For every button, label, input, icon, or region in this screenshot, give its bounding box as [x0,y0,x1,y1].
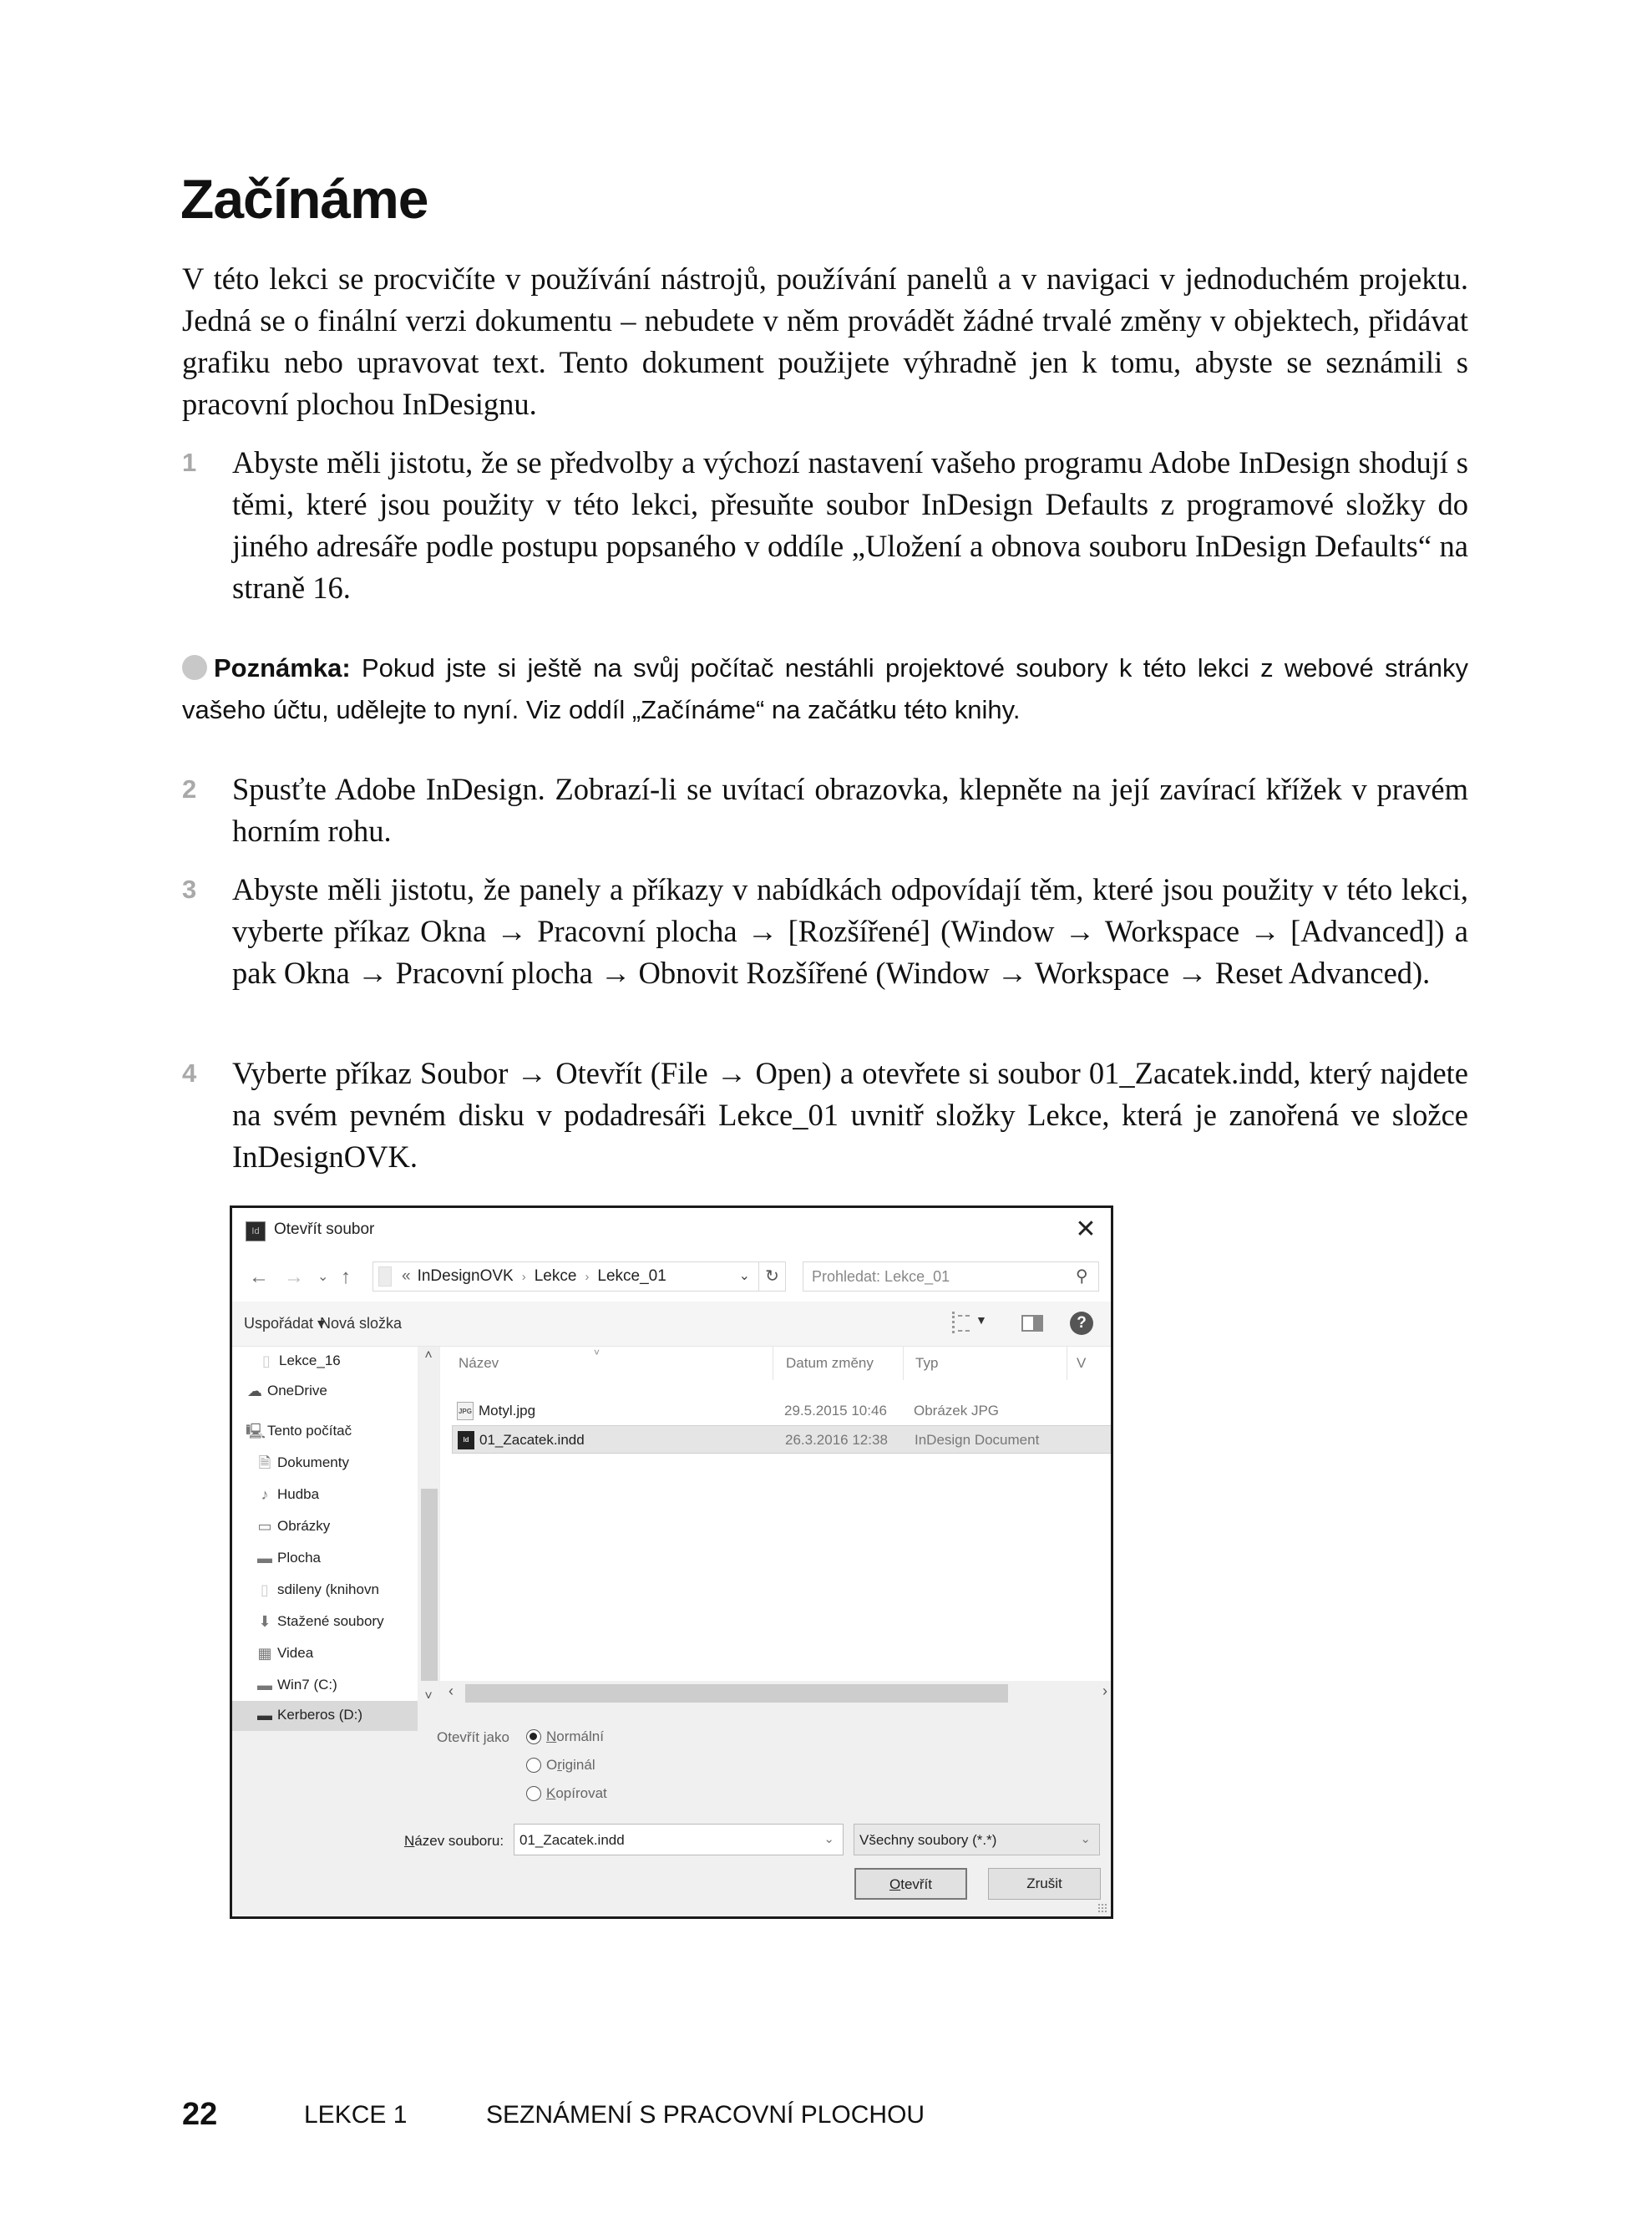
column-header-name[interactable]: Název [459,1355,499,1371]
column-divider[interactable] [903,1347,904,1380]
open-button[interactable]: Otevřít [854,1868,967,1900]
step-3 [182,869,1468,994]
note-label: Poznámka: [214,653,351,683]
scroll-down-icon[interactable]: ˅ [424,1689,433,1703]
step-text: Abyste měli jistotu, že se předvolby a výchozí nastavení vašeho programu Adobe InDesign shodují s těmi, které jsou použity v této lekci, přesuňte soubor InDesign Defaults z programové složky do jiného adresáře podle postupu popsaného v oddíle „Uložení a obnova souboru InDesign Defaults“ na straně 16. [232,445,1468,605]
view-options-icon[interactable] [952,1312,969,1333]
file-date: 26.3.2016 12:38 [785,1432,888,1448]
step-2 [182,769,1468,852]
dialog-title: Otevřít soubor [274,1221,375,1238]
pictures-icon: ▭ [257,1518,272,1535]
footer-chapter: SEZNÁMENÍ S PRACOVNÍ PLOCHOU [486,2101,925,2129]
sort-caret-icon: ˅ [594,1347,600,1358]
scroll-left-icon[interactable]: ‹ [448,1683,454,1699]
sidebar-item-videos[interactable] [232,1639,418,1669]
footer-lesson: LEKCE 1 [304,2101,408,2129]
download-icon: ⬇ [258,1613,271,1630]
note-bullet-icon [182,655,207,680]
step-4 [182,1053,1468,1178]
sidebar-item-desktop[interactable] [232,1544,418,1574]
sidebar-item-label: Plocha [277,1550,321,1566]
documents-icon: 🗎 [258,1454,271,1471]
drive-icon: ▬ [257,1707,272,1723]
page-number: 22 [182,2097,218,2132]
forward-arrow-icon[interactable]: → [284,1266,304,1288]
radio-copy[interactable] [526,1783,693,1806]
folder-icon: ▯ [262,1353,271,1369]
refresh-icon[interactable]: ↻ [758,1262,785,1291]
sidebar-item-label: Tento počítač [267,1423,352,1439]
sidebar-item-label: Lekce_16 [279,1353,341,1368]
sidebar-item-music[interactable] [232,1480,418,1510]
radio-unchecked-icon[interactable] [526,1786,541,1801]
step-number: 4 [182,1058,197,1088]
search-input[interactable] [803,1261,1099,1292]
sidebar-item-onedrive[interactable] [232,1377,418,1407]
sidebar-item-lekce-16[interactable] [232,1347,418,1377]
note [182,647,1468,731]
folder-icon [378,1266,392,1287]
scroll-right-icon[interactable]: › [1102,1683,1107,1699]
file-name: 01_Zacatek.indd [479,1432,585,1448]
music-icon: ♪ [261,1486,269,1503]
open-as-label: Otevřít jako [437,1729,509,1745]
up-folder-icon[interactable]: ↑ [341,1266,351,1288]
sidebar-item-label: Obrázky [277,1518,331,1534]
file-list-scrollbar[interactable] [440,1681,1113,1706]
file-type-filter[interactable] [854,1824,1100,1855]
chevron-down-icon[interactable]: ⌄ [823,1832,834,1846]
address-dropdown-icon[interactable]: ⌄ [738,1269,750,1283]
intro-paragraph: V této lekci se procvičíte v používání nástrojů, používání panelů a v navigaci v jednoduchém projektu. Jedná se o finální verzi dokumentu – nebudete v něm provádět žádné trvalé změny v objektech, přidávat grafiku nebo upravovat text. Tento dokument použijete výhradně jen k tomu, abyste se seznámili s pracovní plochou InDesignu. [182,261,1468,421]
sidebar-item-downloads[interactable] [232,1607,418,1637]
breadcrumb-item[interactable]: InDesignOVK [417,1267,514,1285]
help-icon[interactable]: ? [1070,1312,1093,1335]
indesign-app-icon: Id [246,1221,266,1241]
step-number: 1 [182,448,197,477]
filename-input[interactable] [514,1824,844,1855]
cancel-button[interactable]: Zrušit [988,1868,1101,1900]
close-button[interactable]: ✕ [1075,1216,1097,1243]
scroll-up-icon[interactable]: ˄ [424,1348,433,1363]
chevron-down-icon[interactable]: ⌄ [1080,1832,1091,1846]
breadcrumb [402,1267,666,1286]
filename-label: Název souboru: [404,1833,504,1849]
open-file-dialog [230,1205,1113,1919]
sidebar-item-label: Win7 (C:) [277,1677,337,1693]
organize-button[interactable]: Uspořádat ▾ [244,1315,326,1332]
sidebar-item-label: Stažené soubory [277,1613,384,1629]
sidebar-item-documents[interactable] [232,1449,418,1479]
sidebar-item-label: Videa [277,1645,314,1661]
radio-normal[interactable] [526,1726,693,1749]
view-dropdown-icon[interactable]: ▼ [975,1313,987,1327]
preview-pane-icon[interactable] [1021,1315,1043,1332]
file-date: 29.5.2015 10:46 [784,1403,887,1419]
page-title: Začínáme [180,168,428,230]
sidebar-item-pictures[interactable] [232,1512,418,1542]
step-text: Spusťte Adobe InDesign. Zobrazí-li se uvítací obrazovka, klepněte na její zavírací křížek v pravém horním rohu. [232,772,1468,848]
file-row-selected[interactable] [452,1425,1113,1454]
breadcrumb-separator-icon[interactable]: › [585,1270,590,1284]
back-arrow-icon[interactable]: ← [249,1266,269,1288]
search-placeholder: Prohledat: Lekce_01 [812,1268,950,1285]
file-type: InDesign Document [915,1432,1040,1448]
video-icon: ▦ [257,1645,272,1662]
search-icon[interactable]: ⚲ [1076,1267,1088,1286]
command-toolbar [232,1302,1111,1347]
breadcrumb-item[interactable]: Lekce [534,1267,577,1285]
radio-unchecked-icon[interactable] [526,1758,541,1773]
file-type: Obrázek JPG [914,1403,1000,1419]
resize-grip-icon[interactable] [1097,1903,1107,1913]
sidebar-item-drive-d[interactable] [232,1701,418,1731]
file-name: Motyl.jpg [479,1403,536,1419]
scrollbar-thumb[interactable] [421,1489,438,1681]
desktop-icon: ▬ [257,1550,272,1566]
computer-icon: 🖳 [246,1423,266,1439]
step-text: Abyste měli jistotu, že panely a příkazy v nabídkách odpovídají těm, které jsou použity v této lekci, vyberte příkaz Okna → Pracovní plocha → [Rozšířené] (Window → Workspace → [Advanced]) a pak Okna → Pracovní plocha → Obnovit Rozšířené (Window → Workspace → Reset Advanced). [232,872,1468,990]
dialog-titlebar [232,1208,1111,1255]
breadcrumb-separator-icon[interactable]: › [521,1270,526,1284]
cloud-icon: ☁ [247,1383,262,1399]
breadcrumb-item[interactable]: Lekce_01 [597,1267,666,1285]
step-number: 3 [182,875,197,904]
column-header-size[interactable]: V [1077,1355,1087,1371]
sidebar-scrollbar[interactable] [418,1347,439,1706]
scrollbar-thumb[interactable] [465,1684,1008,1703]
recent-locations-icon[interactable]: ⌄ [317,1270,329,1284]
network-drive-icon: ▯ [261,1581,269,1598]
navigation-pane [232,1347,439,1723]
radio-label: Originál [546,1757,595,1773]
column-header-type[interactable]: Typ [915,1355,939,1371]
note-text: Pokud jste si ještě na svůj počítač nestáhli projektové soubory k této lekci z webové stránky vašeho účtu, udělejte to nyní. Viz oddíl „Začínáme“ na začátku této knihy. [182,653,1468,724]
radio-label: Normální [546,1728,604,1744]
sidebar-item-drive-c[interactable] [232,1671,418,1701]
step-text: Vyberte příkaz Soubor → Otevřít (File → Open) a otevřete si soubor 01_Zacatek.indd, který najdete na svém pevném disku v podadresáři Lekce_01 uvnitř složky Lekce, která je zanořená ve složce InDesignOVK. [232,1056,1468,1174]
navigation-bar [232,1255,1111,1302]
sidebar-item-label: Dokumenty [277,1454,349,1470]
sidebar-item-label: sdileny (knihovn [277,1581,379,1597]
sidebar-item-this-pc[interactable] [232,1417,418,1447]
column-header-date[interactable]: Datum změny [786,1355,874,1371]
radio-original[interactable] [526,1754,693,1778]
sidebar-item-label: OneDrive [267,1383,327,1398]
sidebar-item-label: Kerberos (D:) [277,1707,363,1723]
jpg-file-icon: JPG [457,1402,474,1420]
address-bar[interactable] [372,1261,786,1292]
breadcrumb-overflow[interactable]: « [402,1267,411,1285]
sidebar-item-shared[interactable] [232,1576,418,1606]
step-number: 2 [182,774,197,804]
radio-label: Kopírovat [546,1785,607,1801]
filename-value: 01_Zacatek.indd [519,1832,625,1848]
new-folder-button[interactable]: Nová složka [320,1315,403,1332]
filter-value: Všechny soubory (*.*) [859,1832,997,1848]
sidebar-item-label: Hudba [277,1486,320,1502]
drive-icon: ▬ [257,1677,272,1693]
radio-checked-icon[interactable] [526,1729,541,1744]
indesign-file-icon: Id [458,1431,474,1449]
file-list [439,1347,1113,1706]
file-row[interactable] [452,1397,1113,1425]
step-1 [182,442,1468,609]
